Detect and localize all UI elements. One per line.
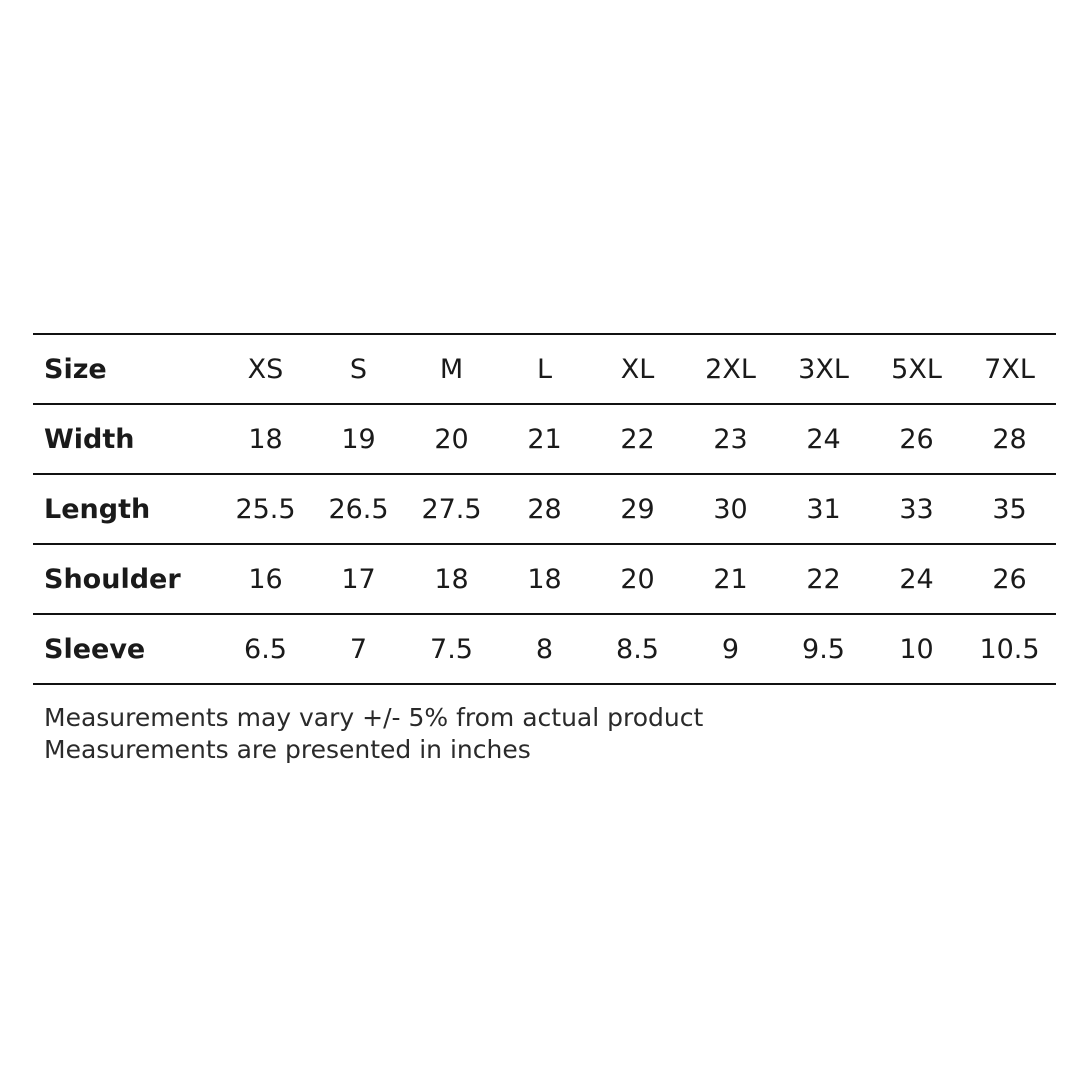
column-header-xs: XS — [219, 334, 312, 404]
row-header-length: Length — [33, 474, 219, 544]
measurement-notes — [44, 702, 703, 766]
column-header-l: L — [498, 334, 591, 404]
cell-width-xl: 22 — [591, 404, 684, 474]
column-header-5xl: 5XL — [870, 334, 963, 404]
cell-length-2xl: 30 — [684, 474, 777, 544]
column-header-size: Size — [33, 334, 219, 404]
column-header-m: M — [405, 334, 498, 404]
cell-shoulder-m: 18 — [405, 544, 498, 614]
table-row — [33, 544, 1056, 614]
cell-width-m: 20 — [405, 404, 498, 474]
column-header-s: S — [312, 334, 405, 404]
cell-shoulder-5xl: 24 — [870, 544, 963, 614]
cell-shoulder-xl: 20 — [591, 544, 684, 614]
cell-sleeve-5xl: 10 — [870, 614, 963, 684]
row-header-width: Width — [33, 404, 219, 474]
cell-width-l: 21 — [498, 404, 591, 474]
cell-sleeve-7xl: 10.5 — [963, 614, 1056, 684]
cell-length-7xl: 35 — [963, 474, 1056, 544]
table-row — [33, 614, 1056, 684]
table-row — [33, 474, 1056, 544]
table-header-row — [33, 334, 1056, 404]
cell-width-s: 19 — [312, 404, 405, 474]
cell-sleeve-s: 7 — [312, 614, 405, 684]
cell-shoulder-s: 17 — [312, 544, 405, 614]
cell-sleeve-2xl: 9 — [684, 614, 777, 684]
cell-sleeve-xs: 6.5 — [219, 614, 312, 684]
cell-length-xl: 29 — [591, 474, 684, 544]
row-header-shoulder: Shoulder — [33, 544, 219, 614]
cell-length-l: 28 — [498, 474, 591, 544]
cell-shoulder-xs: 16 — [219, 544, 312, 614]
size-chart-table-container — [33, 333, 1040, 685]
column-header-7xl: 7XL — [963, 334, 1056, 404]
cell-shoulder-2xl: 21 — [684, 544, 777, 614]
cell-width-3xl: 24 — [777, 404, 870, 474]
cell-length-xs: 25.5 — [219, 474, 312, 544]
cell-width-xs: 18 — [219, 404, 312, 474]
cell-length-3xl: 31 — [777, 474, 870, 544]
cell-width-2xl: 23 — [684, 404, 777, 474]
note-line-variance: Measurements may vary +/- 5% from actual product — [44, 703, 704, 732]
cell-shoulder-l: 18 — [498, 544, 591, 614]
cell-sleeve-l: 8 — [498, 614, 591, 684]
column-header-xl: XL — [591, 334, 684, 404]
cell-width-5xl: 26 — [870, 404, 963, 474]
note-line-units: Measurements are presented in inches — [44, 735, 531, 764]
cell-sleeve-xl: 8.5 — [591, 614, 684, 684]
cell-sleeve-3xl: 9.5 — [777, 614, 870, 684]
column-header-2xl: 2XL — [684, 334, 777, 404]
cell-sleeve-m: 7.5 — [405, 614, 498, 684]
cell-length-5xl: 33 — [870, 474, 963, 544]
cell-shoulder-3xl: 22 — [777, 544, 870, 614]
table-row — [33, 404, 1056, 474]
cell-length-m: 27.5 — [405, 474, 498, 544]
cell-width-7xl: 28 — [963, 404, 1056, 474]
size-chart-table — [33, 333, 1056, 685]
cell-length-s: 26.5 — [312, 474, 405, 544]
cell-shoulder-7xl: 26 — [963, 544, 1056, 614]
column-header-3xl: 3XL — [777, 334, 870, 404]
row-header-sleeve: Sleeve — [33, 614, 219, 684]
